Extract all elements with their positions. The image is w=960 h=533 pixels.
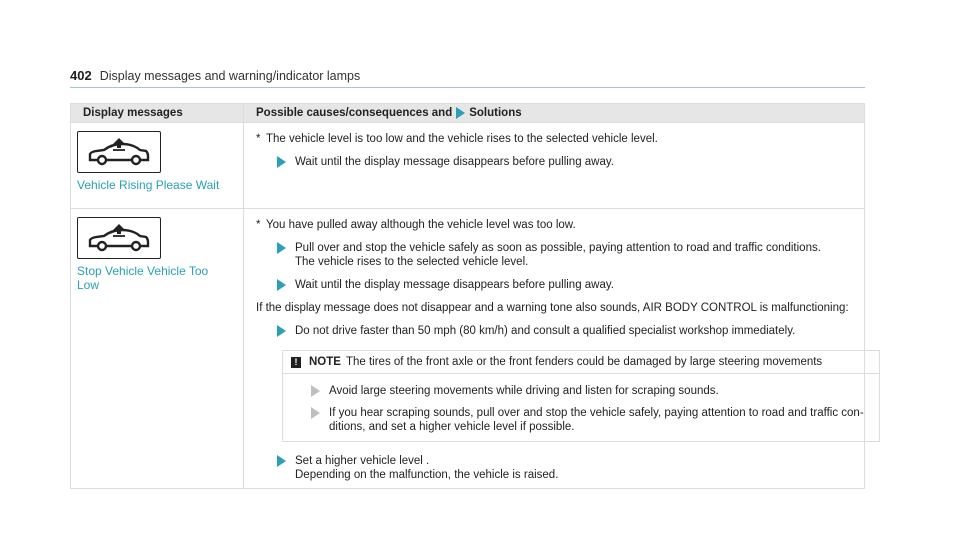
note-label: NOTE	[309, 356, 341, 368]
note-step: Avoid large steering movements while driving and listen for scraping sounds.	[283, 384, 871, 398]
note-body	[283, 374, 879, 441]
solution-step: Wait until the display message disappears before pulling away.	[252, 278, 854, 292]
solution-step: Set a higher vehicle level . Depending on the malfunction, the vehicle is raised.	[252, 454, 854, 482]
column-header-display-messages: Display messages	[71, 104, 244, 123]
step-arrow-icon	[277, 242, 286, 254]
message-cell	[71, 123, 244, 209]
note-step: If you hear scraping sounds, pull over and stop the vehicle safely, paying attention to road and traffic con- ditions, and set a higher vehicle level if possible.	[283, 406, 871, 434]
note-box	[282, 350, 880, 442]
table-row	[71, 123, 865, 209]
solution-cell	[244, 209, 865, 489]
info-text: If the display message does not disappear and a warning tone also sounds, AIR BODY CONTROL is malfunctioning:	[256, 302, 849, 314]
message-cell	[71, 209, 244, 489]
page-title: Display messages and warning/indicator lamps	[99, 69, 361, 83]
vehicle-rising-icon	[77, 131, 161, 173]
column-header-causes-label: Possible causes/consequences and	[256, 107, 453, 120]
warning-icon: !	[291, 357, 301, 368]
table-header-row	[71, 104, 865, 123]
step-arrow-icon	[277, 279, 286, 291]
cause-text: * You have pulled away although the vehicle level was too low.	[256, 219, 576, 231]
message-text: Stop Vehicle Vehicle Too Low	[77, 264, 209, 292]
table-row	[71, 209, 865, 489]
header-rule	[70, 87, 865, 88]
solution-step: Do not drive faster than 50 mph (80 km/h) and consult a qualified specialist workshop immediately.	[252, 324, 854, 338]
solution-step: Pull over and stop the vehicle safely as soon as possible, paying attention to road and traffic conditions. The vehicle rises to the selected vehicle level.	[252, 241, 854, 269]
page-number: 402	[70, 68, 92, 83]
note-header	[283, 351, 879, 374]
column-header-causes-solutions	[244, 104, 865, 123]
page-header	[70, 68, 360, 83]
step-arrow-icon	[311, 385, 320, 397]
step-arrow-icon	[277, 455, 286, 467]
solution-step: Wait until the display message disappears before pulling away.	[252, 155, 854, 169]
column-header-solutions-label: Solutions	[469, 107, 522, 120]
step-arrow-icon	[311, 407, 320, 419]
solution-cell	[244, 123, 865, 209]
note-text: The tires of the front axle or the front fenders could be damaged by large steering movements	[345, 356, 823, 368]
vehicle-rising-icon	[77, 217, 161, 259]
display-messages-table	[70, 103, 865, 489]
cause-text: * The vehicle level is too low and the vehicle rises to the selected vehicle level.	[256, 133, 658, 145]
step-arrow-icon	[277, 325, 286, 337]
step-arrow-icon	[277, 156, 286, 168]
message-text: Vehicle Rising Please Wait	[77, 178, 220, 192]
solution-arrow-icon	[456, 107, 465, 119]
